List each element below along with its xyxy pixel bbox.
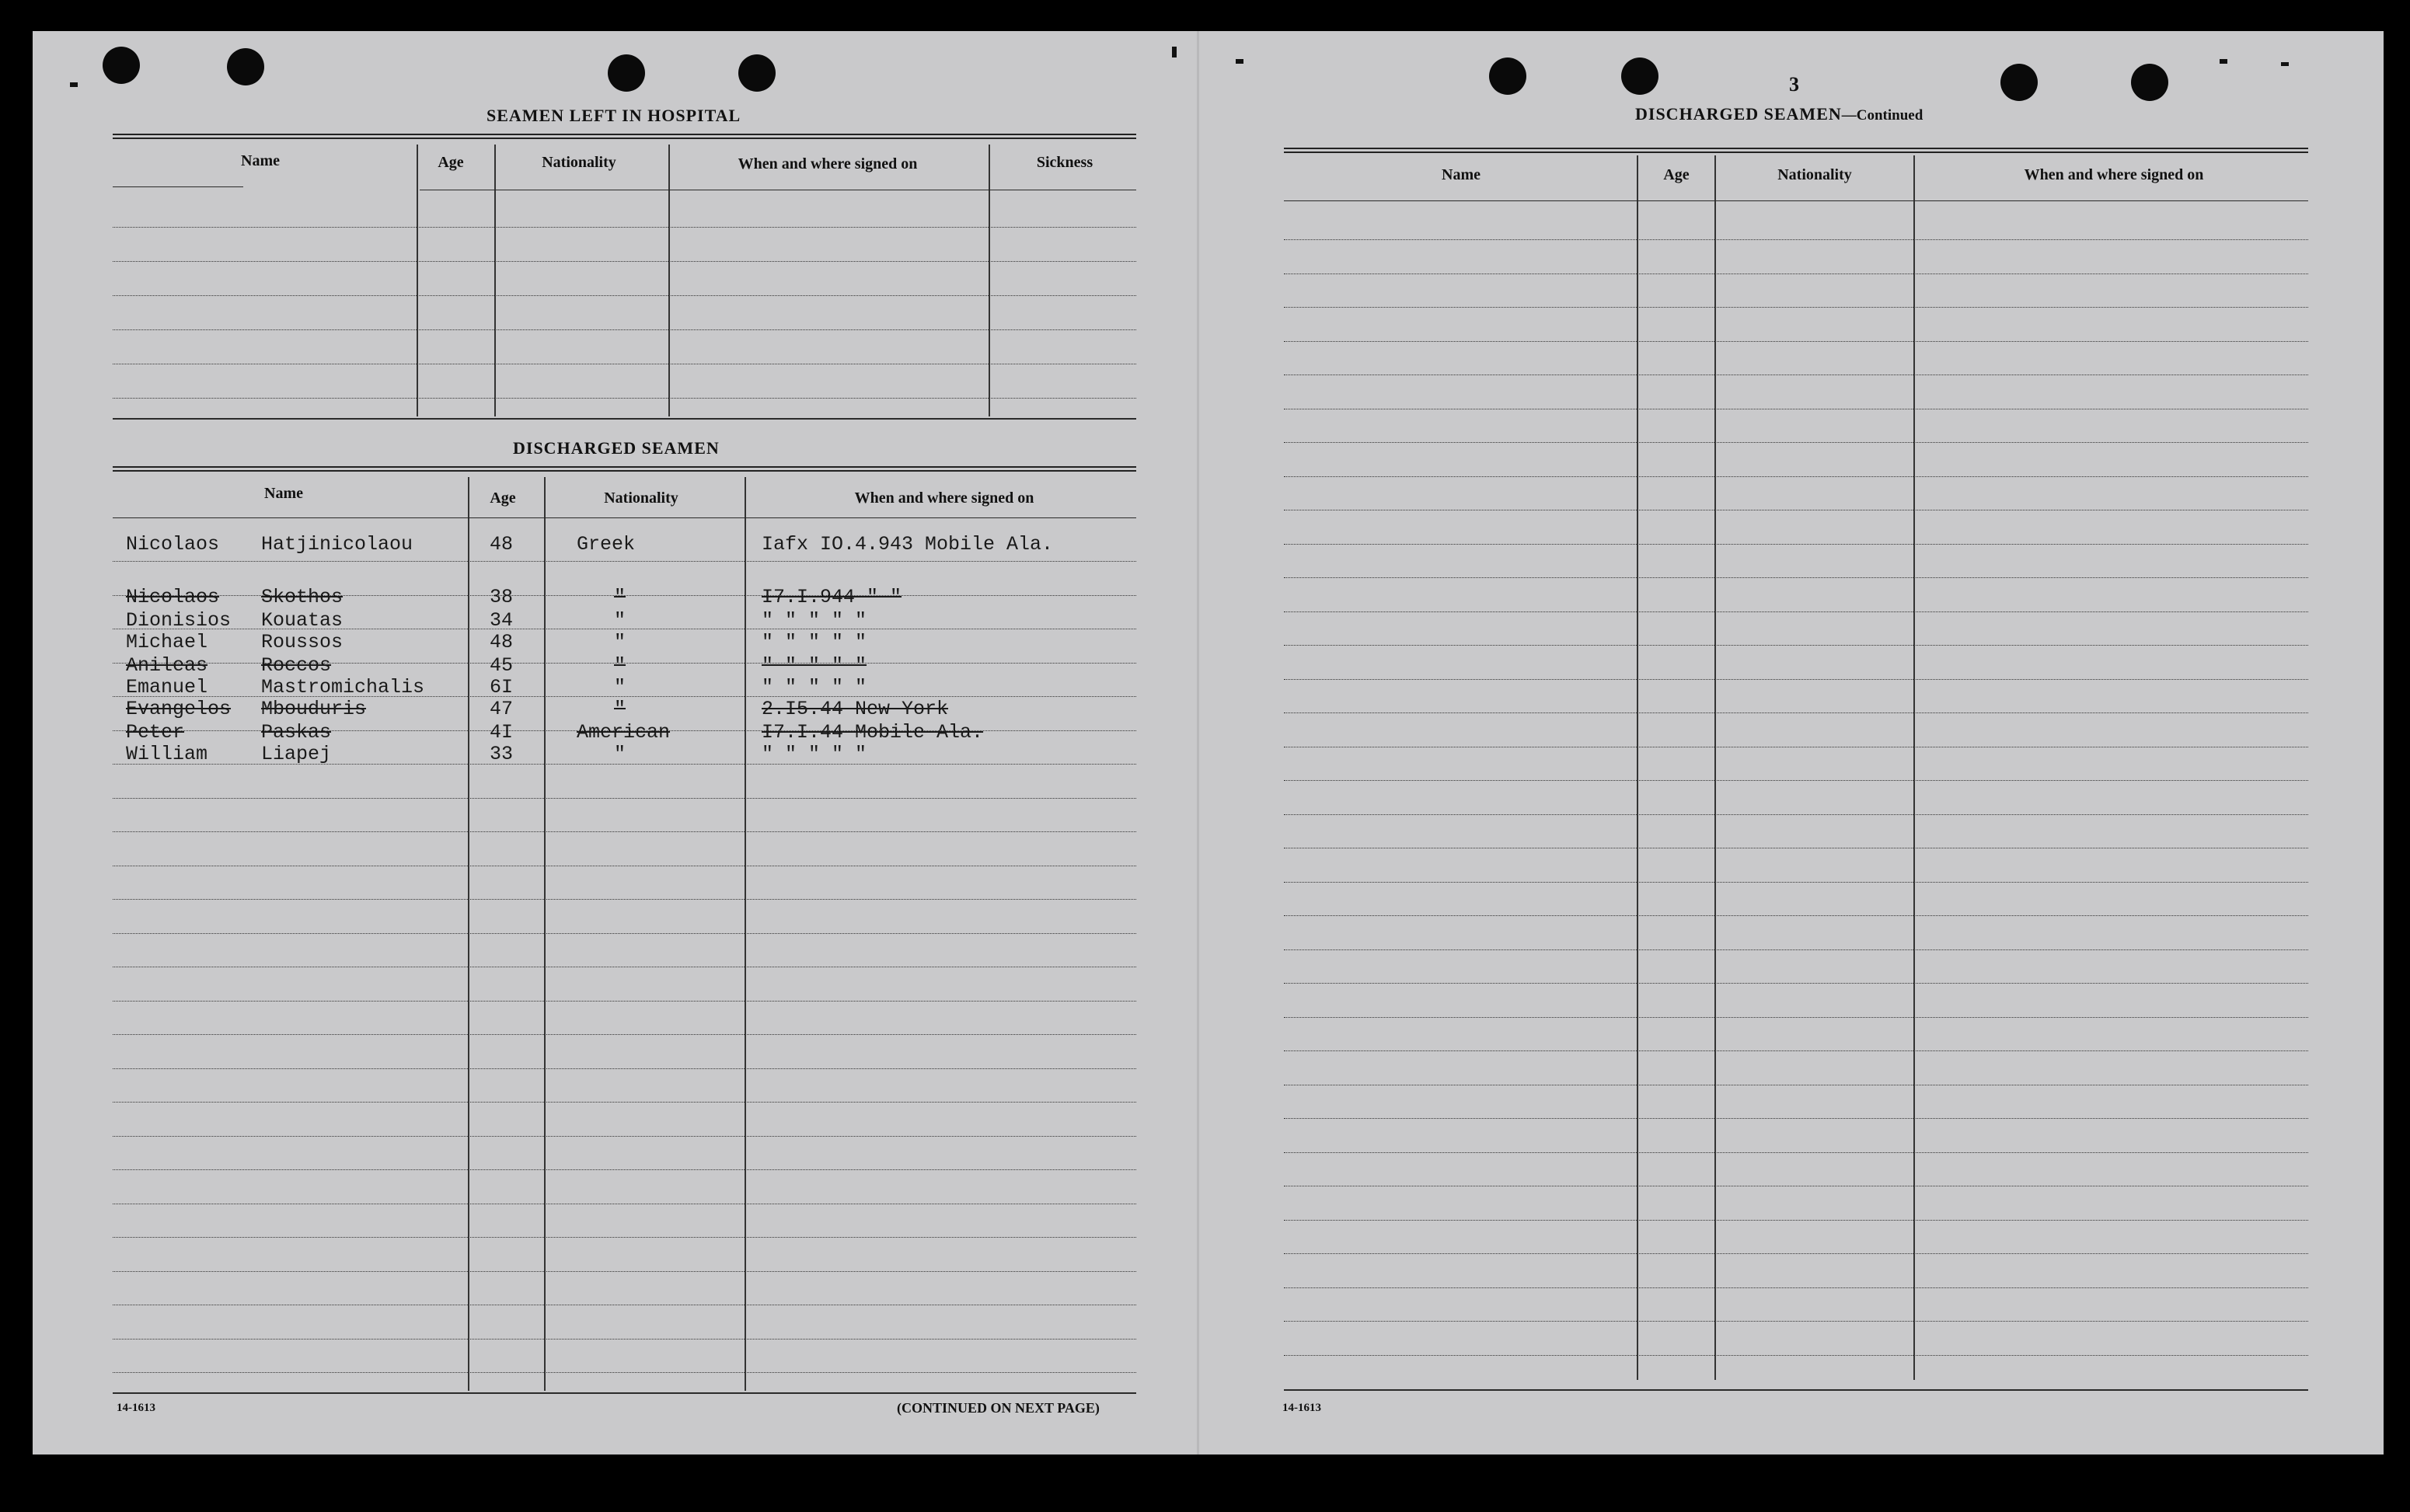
hospital-top-rule	[113, 134, 1136, 139]
speck	[2220, 59, 2227, 64]
seaman-nationality: "	[614, 698, 626, 720]
row-rule	[1284, 645, 2308, 646]
discharged-col-divider	[544, 477, 546, 1391]
seaman-signed-on: I7.I.944 " "	[762, 586, 902, 608]
row-rule	[1284, 1253, 2308, 1254]
seaman-nationality: "	[614, 743, 626, 765]
seaman-last-name: Mbouduris	[261, 698, 367, 720]
hospital-col-age: Age	[438, 154, 464, 171]
row-rule	[1284, 814, 2308, 815]
seaman-last-name: Mastromichalis	[261, 676, 425, 699]
hospital-col-signed-on: When and where signed on	[738, 155, 918, 172]
row-rule	[1284, 1050, 2308, 1051]
row-rule	[1284, 307, 2308, 308]
seaman-nationality: "	[614, 676, 626, 699]
discharged-col-divider	[468, 477, 469, 1391]
seaman-signed-on: " " " " "	[762, 676, 867, 699]
row-rule	[1284, 780, 2308, 781]
row-rule	[1284, 949, 2308, 950]
seaman-first-name: William	[126, 743, 208, 765]
row-rule	[1284, 679, 2308, 680]
seaman-first-name: Nicolaos	[126, 586, 220, 608]
seaman-last-name: Liapej	[261, 743, 332, 765]
punch-hole	[1621, 57, 1658, 95]
continued-col-divider	[1714, 155, 1716, 1380]
hospital-col-divider	[417, 145, 418, 416]
hospital-bottom-rule	[113, 418, 1136, 420]
discharged-col-name: Name	[264, 485, 303, 502]
row-rule	[113, 561, 1136, 562]
row-rule	[113, 798, 1136, 799]
hospital-row-rule	[113, 261, 1136, 262]
seaman-age: 33	[490, 743, 514, 765]
continued-note: (CONTINUED ON NEXT PAGE)	[897, 1400, 1100, 1416]
row-rule	[113, 1271, 1136, 1272]
hospital-row-rule	[113, 295, 1136, 296]
row-rule	[1284, 1152, 2308, 1153]
row-rule	[1284, 239, 2308, 240]
hospital-title: SEAMEN LEFT IN HOSPITAL	[487, 106, 741, 125]
discharged-header-rule	[113, 517, 1136, 518]
punch-hole	[738, 54, 776, 92]
hospital-col-divider	[494, 145, 496, 416]
row-rule	[113, 831, 1136, 832]
seaman-last-name: Roccos	[261, 654, 332, 677]
continued-col-divider	[1637, 155, 1638, 1380]
row-rule	[113, 1102, 1136, 1103]
seaman-signed-on: " " " " "	[762, 743, 867, 765]
row-rule	[1284, 1321, 2308, 1322]
seaman-nationality: Greek	[577, 533, 636, 556]
seaman-nationality: American	[577, 721, 671, 744]
continued-col-age: Age	[1663, 166, 1690, 183]
punch-hole	[608, 54, 645, 92]
seaman-nationality: "	[614, 586, 626, 608]
discharged-title: DISCHARGED SEAMEN	[513, 438, 720, 458]
discharged-top-rule	[113, 466, 1136, 472]
continued-col-name: Name	[1442, 166, 1481, 183]
seaman-age: 47	[490, 698, 514, 720]
hospital-row-rule	[113, 329, 1136, 330]
title-main: DISCHARGED SEAMEN	[1635, 104, 1842, 124]
seaman-age: 45	[490, 654, 514, 677]
row-rule	[113, 899, 1136, 900]
discharged-col-signed-on: When and where signed on	[854, 489, 1034, 507]
seaman-age: 38	[490, 586, 514, 608]
seaman-age: 48	[490, 631, 514, 653]
seaman-last-name: Kouatas	[261, 609, 344, 632]
seaman-signed-on: " " " " "	[762, 609, 867, 632]
row-rule	[113, 1237, 1136, 1238]
discharged-continued-title	[1635, 104, 1923, 124]
seaman-first-name: Dionisios	[126, 609, 232, 632]
row-rule	[113, 1068, 1136, 1069]
seaman-last-name: Hatjinicolaou	[261, 533, 413, 556]
speck	[1172, 47, 1177, 57]
continued-header-rule	[1284, 200, 2308, 201]
speck	[1236, 59, 1243, 64]
row-rule	[1284, 544, 2308, 545]
continued-col-nationality: Nationality	[1777, 166, 1852, 183]
row-rule	[113, 1136, 1136, 1137]
row-rule	[1284, 1220, 2308, 1221]
row-rule	[1284, 577, 2308, 578]
row-rule	[1284, 983, 2308, 984]
page-fold	[1197, 31, 1199, 1455]
continued-top-rule	[1284, 148, 2308, 153]
hospital-header-rule	[113, 186, 243, 187]
hospital-row-rule	[113, 227, 1136, 228]
row-rule	[1284, 1287, 2308, 1288]
seaman-first-name: Evangelos	[126, 698, 232, 720]
punch-hole	[1489, 57, 1526, 95]
right-page	[1198, 31, 2384, 1455]
seaman-age: 4I	[490, 721, 514, 744]
seaman-last-name: Skothos	[261, 586, 344, 608]
continued-col-signed-on: When and where signed on	[2024, 166, 2204, 183]
continued-bottom-rule	[1284, 1389, 2308, 1391]
row-rule	[113, 933, 1136, 934]
seaman-age: 48	[490, 533, 514, 556]
row-rule	[1284, 611, 2308, 612]
seaman-age: 6I	[490, 676, 514, 699]
row-rule	[1284, 1118, 2308, 1119]
hospital-col-sickness: Sickness	[1036, 154, 1093, 171]
seaman-signed-on: Iafx IO.4.943 Mobile Ala.	[762, 533, 1054, 556]
seaman-last-name: Roussos	[261, 631, 344, 653]
hospital-col-name: Name	[241, 152, 280, 169]
page-number: 3	[1789, 73, 1799, 96]
row-rule	[1284, 273, 2308, 274]
row-rule	[1284, 712, 2308, 713]
continued-col-divider	[1913, 155, 1915, 1380]
hospital-col-divider	[989, 145, 990, 416]
punch-hole	[103, 47, 140, 84]
row-rule	[1284, 882, 2308, 883]
discharged-bottom-rule	[113, 1392, 1136, 1394]
row-rule	[113, 1001, 1136, 1002]
seaman-first-name: Michael	[126, 631, 208, 653]
seaman-nationality: "	[614, 631, 626, 653]
punch-hole	[2131, 64, 2168, 101]
seaman-nationality: "	[614, 609, 626, 632]
row-rule	[113, 1372, 1136, 1373]
row-rule	[1284, 476, 2308, 477]
seaman-last-name: Paskas	[261, 721, 332, 744]
speck	[2281, 62, 2289, 66]
hospital-col-divider	[668, 145, 670, 416]
form-number-right: 14-1613	[1282, 1402, 1321, 1414]
discharged-col-divider	[745, 477, 746, 1391]
speck	[70, 82, 78, 87]
punch-hole	[2000, 64, 2038, 101]
discharged-col-nationality: Nationality	[604, 489, 678, 507]
punch-hole	[227, 48, 264, 85]
seaman-signed-on: 2.I5.44 New York	[762, 698, 949, 720]
form-number: 14-1613	[117, 1402, 155, 1414]
hospital-col-nationality: Nationality	[542, 154, 616, 171]
discharged-col-age: Age	[490, 489, 516, 507]
row-rule	[1284, 442, 2308, 443]
seaman-first-name: Anileas	[126, 654, 208, 677]
seaman-first-name: Emanuel	[126, 676, 208, 699]
seaman-first-name: Nicolaos	[126, 533, 220, 556]
seaman-signed-on: " " " " "	[762, 654, 867, 677]
seaman-signed-on: " " " " "	[762, 631, 867, 653]
seaman-signed-on: I7.I.44 Mobile Ala.	[762, 721, 984, 744]
seaman-age: 34	[490, 609, 514, 632]
title-suffix: —Continued	[1841, 107, 1923, 124]
row-rule	[1284, 915, 2308, 916]
row-rule	[1284, 1355, 2308, 1356]
row-rule	[113, 1339, 1136, 1340]
seaman-first-name: Peter	[126, 721, 185, 744]
row-rule	[1284, 1017, 2308, 1018]
row-rule	[113, 1169, 1136, 1170]
row-rule	[113, 1034, 1136, 1035]
row-rule	[1284, 341, 2308, 342]
seaman-nationality: "	[614, 654, 626, 677]
hospital-row-rule	[113, 398, 1136, 399]
